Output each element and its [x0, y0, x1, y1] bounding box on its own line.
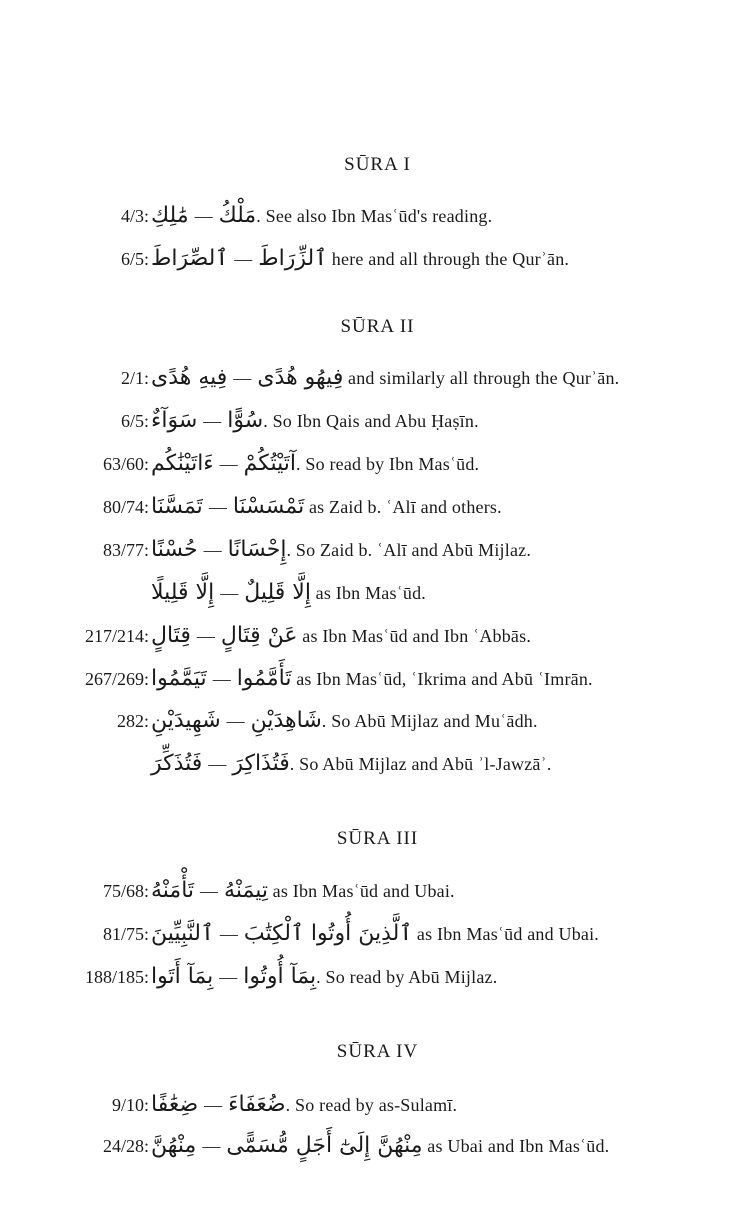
separator-dash: — — [203, 540, 222, 560]
separator-dash: — — [203, 411, 222, 431]
arabic-variant-a: تَمَسَّنَا — [151, 494, 203, 519]
entry-row — [0, 358, 755, 398]
arabic-variant-a: ءَاتَيْنَٰكُم — [151, 451, 214, 476]
entry-note: as Ibn Masʿūd, ʿIkrima and Abū ʿImrān. — [291, 669, 593, 689]
separator-dash: — — [226, 711, 245, 731]
arabic-variant-b: مَلْكُ — [218, 203, 257, 228]
arabic-variant-a: فَتُذَكِّرَ — [151, 751, 203, 776]
entry-row — [0, 196, 755, 236]
entry-row — [0, 659, 755, 699]
arabic-variant-a: تَيَمَّمُوا — [151, 666, 207, 691]
arabic-variant-a: حُسْنًا — [151, 537, 198, 562]
entry-body — [151, 1085, 457, 1125]
separator-dash: — — [233, 368, 252, 388]
entry-body — [151, 701, 538, 741]
entry-note: as Ibn Masʿūd and Ubai. — [412, 924, 599, 944]
entry-row — [0, 957, 755, 997]
arabic-variant-a: ضِعَٰفًا — [151, 1092, 199, 1117]
arabic-variant-a: تَأْمَنْهُ — [151, 878, 195, 903]
entry-body — [151, 871, 455, 911]
entry-body — [151, 616, 531, 656]
verse-ref: 4/3: — [120, 206, 149, 226]
arabic-variant-b: مِنْهُنَّ إِلَىٰٓ أَجَلٍ مُّسَمًّى — [226, 1133, 423, 1158]
arabic-variant-b: آتَيْتُكُمْ — [243, 451, 296, 476]
section-heading-sura-2: SŪRA II — [340, 316, 415, 337]
separator-dash: — — [219, 967, 238, 987]
section-heading-sura-3: SŪRA III — [336, 828, 419, 849]
arabic-variant-a: فِيهِ هُدًى — [151, 365, 228, 390]
separator-dash: — — [204, 1095, 223, 1115]
arabic-variant-a: ٱلصِّرَاطَ — [151, 246, 229, 271]
arabic-variant-a: مِنْهُنَّ — [151, 1133, 197, 1158]
arabic-variant-b: سُوًّا — [227, 408, 264, 433]
arabic-variant-b: تَأَمَّمُوا — [236, 666, 292, 691]
entry-row — [0, 1126, 755, 1166]
entry-body — [151, 401, 479, 441]
entry-row — [0, 914, 755, 954]
entry-note: here and all through the Qurʾān. — [327, 249, 570, 269]
arabic-variant-b: تَمْسَسْنَا — [232, 494, 305, 519]
verse-ref: 63/60: — [102, 454, 149, 474]
entry-note: . So Abū Mijlaz and Abū ʾl-Jawzāʾ. — [289, 754, 552, 774]
entry-body — [151, 957, 497, 997]
entry-note: . So read by Ibn Masʿūd. — [295, 454, 480, 474]
entry-body — [151, 573, 426, 613]
entry-row — [0, 871, 755, 911]
entry-body — [151, 444, 479, 484]
entry-note: . So Abū Mijlaz and Muʿādh. — [321, 711, 538, 731]
section-heading-sura-1: SŪRA I — [344, 154, 411, 175]
entry-row — [0, 401, 755, 441]
verse-ref: 267/269: — [84, 669, 149, 689]
entry-row — [0, 744, 755, 784]
entry-row — [0, 487, 755, 527]
verse-ref: 24/28: — [102, 1136, 149, 1156]
separator-dash: — — [220, 583, 239, 603]
arabic-variant-b: إِحْسَانًا — [227, 537, 287, 562]
entry-note: . So read by Abū Mijlaz. — [316, 967, 498, 987]
entry-note: . So Zaid b. ʿAlī and Abū Mijlaz. — [286, 540, 532, 560]
arabic-variant-b: تِيمَنْهُ — [224, 878, 268, 903]
entry-note: as Ibn Masʿūd. — [310, 583, 426, 603]
arabic-variant-b: إِلَّا قَلِيلٌ — [244, 580, 311, 605]
entry-body — [151, 358, 619, 398]
entry-note: . See also Ibn Masʿūd's reading. — [256, 206, 493, 226]
arabic-variant-a: إِلَّا قَلِيلًا — [151, 580, 215, 605]
separator-dash: — — [200, 881, 219, 901]
separator-dash: — — [219, 924, 238, 944]
arabic-variant-b: فَتُذَاكِرَ — [232, 751, 290, 776]
entry-note: as Zaid b. ʿAlī and others. — [304, 497, 502, 517]
verse-ref: 188/185: — [84, 967, 149, 987]
entry-row — [0, 1085, 755, 1125]
verse-ref: 6/5: — [120, 411, 149, 431]
entry-row — [0, 239, 755, 279]
arabic-variant-b: بِمَآ أُوتُوا — [243, 964, 317, 989]
arabic-variant-b: ضُعَفَاءَ — [228, 1092, 286, 1117]
arabic-variant-b: شَاهِدَيْنِ — [250, 708, 322, 733]
entry-body — [151, 530, 531, 570]
arabic-variant-a: بِمَآ أَتَوا — [151, 964, 214, 989]
separator-dash: — — [202, 1136, 221, 1156]
arabic-variant-b: ٱلزِّرَاطَ — [258, 246, 328, 271]
arabic-variant-b: عَنْ قِتَالٍ — [220, 623, 298, 648]
arabic-variant-a: شَهِيدَيْنِ — [151, 708, 221, 733]
separator-dash: — — [219, 454, 238, 474]
entry-body — [151, 744, 552, 784]
separator-dash: — — [208, 497, 227, 517]
entry-note: as Ibn Masʿūd and Ibn ʿAbbās. — [297, 626, 532, 646]
entry-body — [151, 196, 492, 236]
verse-ref: 83/77: — [102, 540, 149, 560]
entry-note: . So Ibn Qais and Abu Ḥaṣīn. — [263, 411, 479, 431]
entry-body — [151, 239, 569, 279]
entry-note: . So read by as-Sulamī. — [285, 1095, 458, 1115]
arabic-variant-a: مَٰلِكِ — [151, 203, 189, 228]
separator-dash: — — [194, 206, 213, 226]
verse-ref: 75/68: — [102, 881, 149, 901]
arabic-variant-a: ٱلنَّبِيِّينَ — [151, 921, 214, 946]
entry-note: and similarly all through the Qurʾān. — [343, 368, 620, 388]
entry-row — [0, 573, 755, 613]
verse-ref: 2/1: — [120, 368, 149, 388]
verse-ref: 6/5: — [120, 249, 149, 269]
arabic-variant-a: سَوَآءٌ — [151, 408, 198, 433]
section-heading-sura-4: SŪRA IV — [336, 1041, 419, 1062]
entry-body — [151, 487, 502, 527]
entry-body — [151, 914, 599, 954]
separator-dash: — — [212, 669, 231, 689]
separator-dash: — — [196, 626, 215, 646]
arabic-variant-b: ٱلَّذِينَ أُوتُوا ٱلْكِتَٰبَ — [243, 921, 413, 946]
entry-row — [0, 616, 755, 656]
verse-ref: 80/74: — [102, 497, 149, 517]
entry-row — [0, 444, 755, 484]
arabic-variant-a: قِتَالٍ — [151, 623, 191, 648]
verse-ref: 81/75: — [102, 924, 149, 944]
entry-body — [151, 659, 593, 699]
verse-ref: 282: — [116, 711, 149, 731]
separator-dash: — — [234, 249, 253, 269]
verse-ref: 9/10: — [111, 1095, 149, 1115]
entry-row — [0, 701, 755, 741]
entry-row — [0, 530, 755, 570]
entry-body — [151, 1126, 609, 1166]
verse-ref: 217/214: — [84, 626, 149, 646]
separator-dash: — — [208, 754, 227, 774]
arabic-variant-b: فِيهُو هُدًى — [257, 365, 344, 390]
entry-note: as Ubai and Ibn Masʿūd. — [422, 1136, 610, 1156]
entry-note: as Ibn Masʿūd and Ubai. — [267, 881, 455, 901]
